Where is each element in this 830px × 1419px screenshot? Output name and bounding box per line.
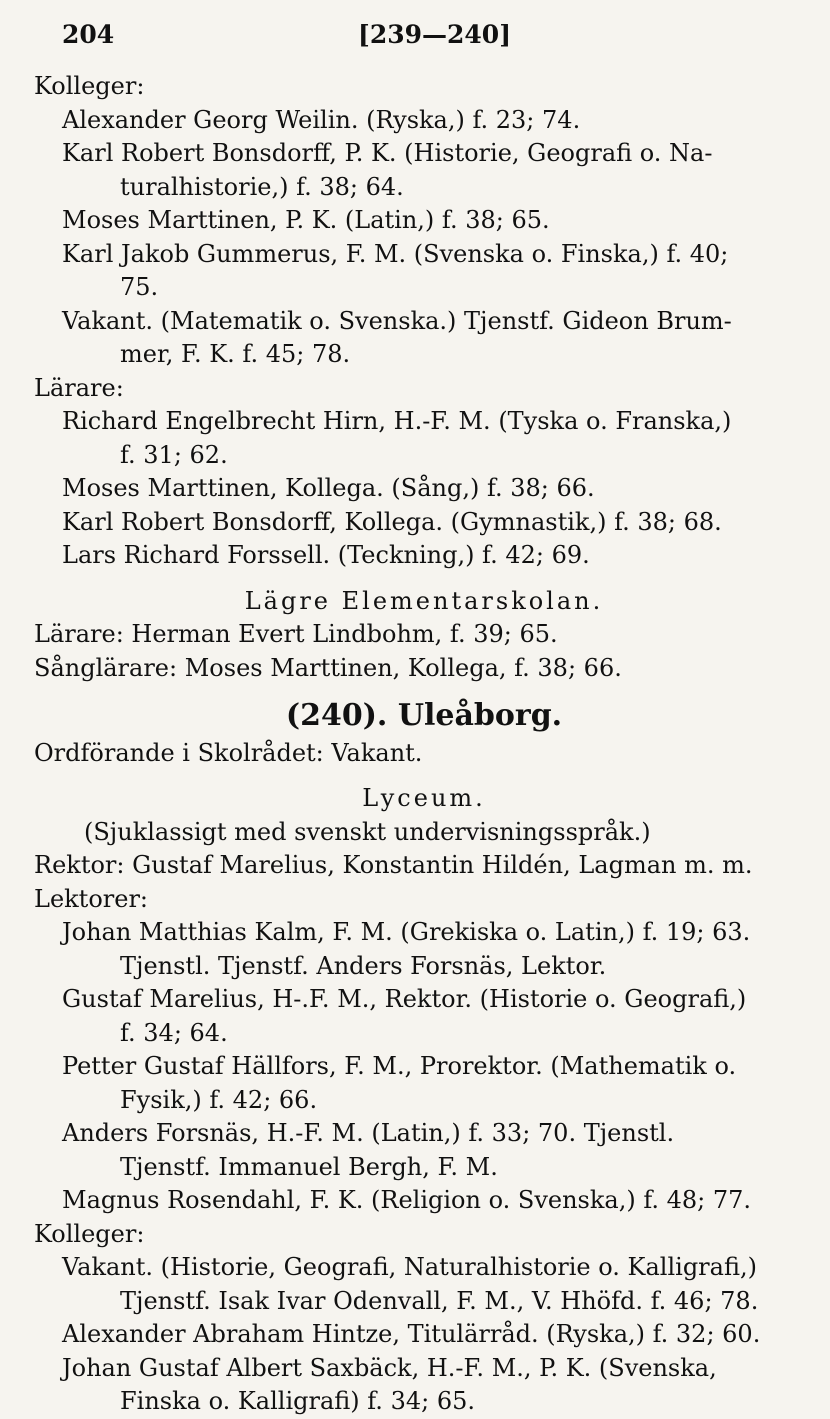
larare-label: Lärare: [34,373,124,402]
kolleger-label: Kolleger: [34,1219,145,1248]
city-name: Uleåborg. [397,698,563,733]
list-item: Moses Marttinen, P. K. (Latin,) f. 38; 65. [62,206,550,234]
list-item: Lars Richard Forssell. (Teckning,) f. 42; 69. [62,541,590,569]
list-item: Moses Marttinen, Kollega. (Sång,) f. 38; 66. [62,474,595,502]
rektor-line: Rektor: Gustaf Marelius, Konstantin Hildén, Lagman m. m. [34,851,753,879]
section-heading: Lyceum. [362,784,486,812]
list-item: Johan Gustaf Albert Saxbäck, H.-F. M., P. K. (Svenska, Finska o. Kalligrafi) f. 34; 65. [62,1353,717,1415]
list-item: Johan Matthias Kalm, F. M. (Grekiska o. Latin,) f. 19; 63. Tjenstl. Tjenstf. Anders Forsnäs, Lektor. [62,918,751,980]
list-item: Vakant. (Historie, Geografi, Naturalhistorie o. Kalligrafi,) Tjenstf. Isak Ivar Odenvall, F. M., V. Hhöfd. f. 46; 78. [62,1253,759,1315]
kolleger-label: Kolleger: [34,72,145,100]
page-body [34,70,814,1419]
list-item: Karl Robert Bonsdorff, P. K. (Historie, Geografi o. Na- turalhistorie,) f. 38; 64. [62,139,713,201]
list-item: Magnus Rosendahl, F. K. (Religion o. Svenska,) f. 48; 77. [62,1186,752,1214]
list-item: Karl Robert Bonsdorff, Kollega. (Gymnastik,) f. 38; 68. [62,507,722,536]
list-item: Gustaf Marelius, H-.F. M., Rektor. (Historie o. Geografi,) f. 34; 64. [62,985,747,1047]
lektorer-label: Lektorer: [34,884,149,913]
page-header [0,14,830,54]
spacer [34,770,814,782]
chair-line: Ordförande i Skolrådet: Vakant. [34,738,423,767]
sanglarare-line: Sånglärare: Moses Marttinen, Kollega, f. 38; 66. [34,653,622,682]
list-item: Alexander Abraham Hintze, Titulärråd. (Ryska,) f. 32; 60. [62,1320,761,1348]
city-heading [34,699,814,733]
list-item: Alexander Georg Weilin. (Ryska,) f. 23; 74. [62,105,581,134]
list-item: Petter Gustaf Hällfors, F. M., Prorektor. (Mathematik o. Fysik,) f. 42; 66. [62,1052,737,1114]
larare-line: Lärare: Herman Evert Lindbohm, f. 39; 65. [34,620,558,648]
city-number: (240). [285,698,388,733]
section-note: (Sjuklassigt med svenskt undervisningsspråk.) [84,817,651,846]
list-item: Vakant. (Matematik o. Svenska.) Tjenstf. Gideon Brum- mer, F. K. f. 45; 78. [62,306,732,368]
page-number: 204 [62,20,115,49]
section-range: [239—240] [358,20,512,49]
spacer [34,573,814,585]
list-item: Anders Forsnäs, H.-F. M. (Latin,) f. 33; 70. Tjenstl. Tjenstf. Immanuel Bergh, F. M. [62,1119,675,1181]
list-item: Richard Engelbrecht Hirn, H.-F. M. (Tyska o. Franska,) f. 31; 62. [62,407,732,469]
section-heading: Lägre Elementarskolan. [244,586,604,615]
list-item: Karl Jakob Gummerus, F. M. (Svenska o. Finska,) f. 40; 75. [62,239,729,301]
